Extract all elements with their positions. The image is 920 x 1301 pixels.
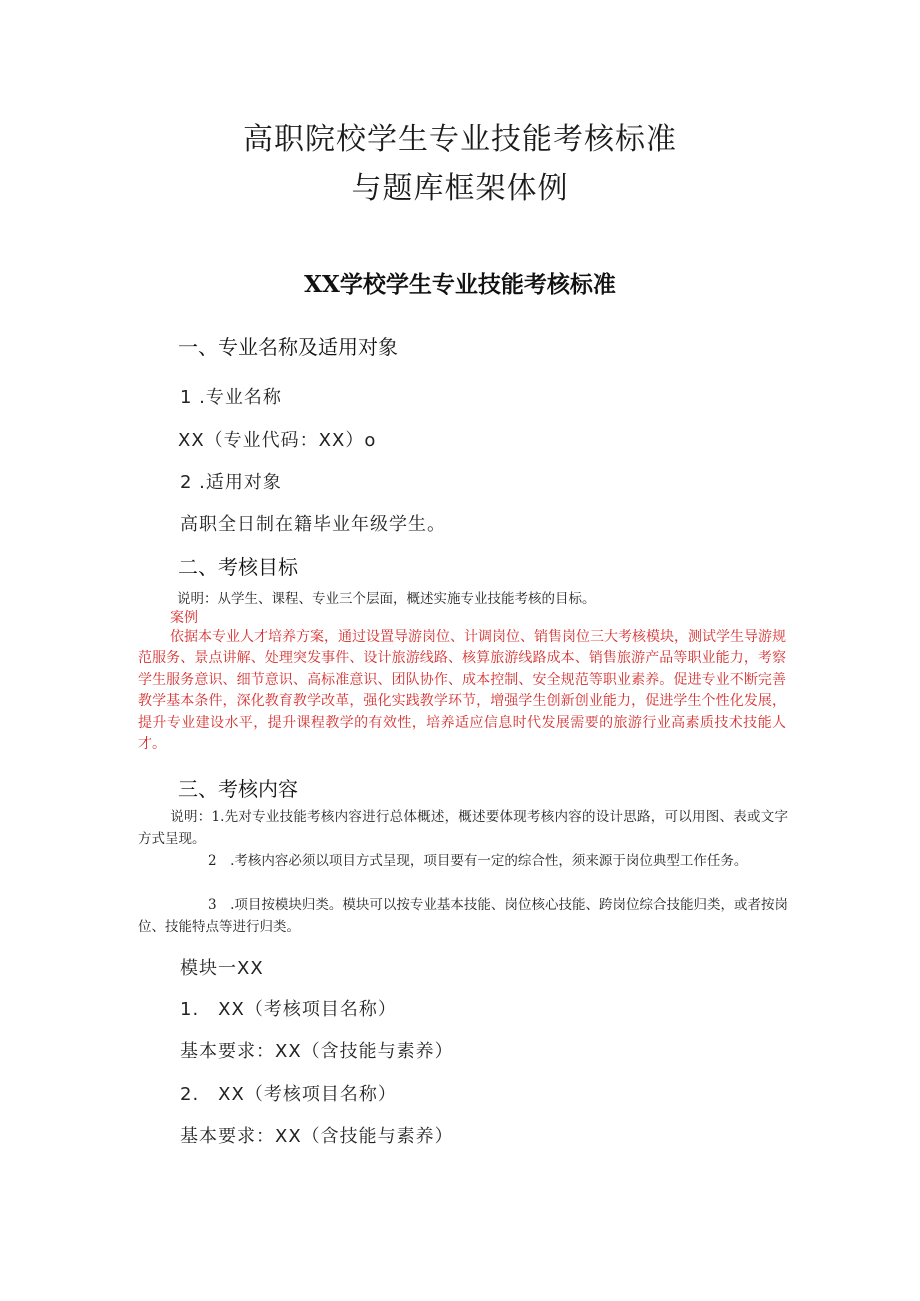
project1-requirement: 基本要求：XX（含技能与素养） — [180, 1041, 454, 1062]
section1-heading: 一、专业名称及适用对象 — [178, 335, 398, 359]
project1-title: 1. XX（考核项目名称） — [180, 999, 397, 1020]
section1-item2-value: 高职全日制在籍毕业年级学生。 — [180, 514, 446, 535]
section3-note1: 说明：1.先对专业技能考核内容进行总体概述，概述要体现考核内容的设计思路，可以用图、表或文字方式呈现。 — [138, 809, 788, 847]
project2-requirement: 基本要求：XX（含技能与素养） — [180, 1126, 454, 1147]
section1-item2-label: 2 .适用对象 — [180, 472, 282, 493]
section3-heading: 三、考核内容 — [178, 777, 298, 801]
project2-title: 2. XX（考核项目名称） — [180, 1084, 397, 1105]
section3-note2: 2 .考核内容必须以项目方式呈现，项目要有一定的综合性，须来源于岗位典型工作任务。 — [208, 853, 748, 869]
section2-heading: 二、考核目标 — [178, 555, 298, 579]
doc-title-line1: 高职院校学生专业技能考核标准 — [243, 122, 677, 157]
section2-note: 说明：从学生、课程、专业三个层面，概述实施专业技能考核的目标。 — [177, 591, 596, 607]
section1-item1-value: XX（专业代码：XX）o — [178, 430, 377, 451]
section1-item1-label: 1 .专业名称 — [180, 387, 282, 408]
section2-case-text: 依据本专业人才培养方案，通过设置导游岗位、计调岗位、销售岗位三大考核模块，测试学生导游规范服务、景点讲解、处理突发事件、设计旅游线路、核算旅游线路成本、销售旅游产品等职业能力，考察学生服务意识、细节意识、高标准意识、团队协作、成本控制、安全规范等职业素养。促进专业不断完善教学基本条件，深化教育教学改革，强化实践教学环节，增强学生创新创业能力，促进学生个性化发展，提升专业建设水平，提升课程教学的有效性，培养适应信息时代发展需要的旅游行业高素质技术技能人才。 — [138, 629, 786, 753]
section3-note3: 3 .项目按模块归类。模块可以按专业基本技能、岗位核心技能、跨岗位综合技能归类，或者按岗位、技能特点等进行归类。 — [138, 897, 788, 935]
doc-title-line2: 与题库框架体例 — [351, 171, 569, 206]
module-title: 模块一XX — [180, 958, 264, 979]
doc-subtitle: XX学校学生专业技能考核标准 — [304, 271, 616, 298]
section2-case-label: 案例 — [170, 610, 198, 626]
